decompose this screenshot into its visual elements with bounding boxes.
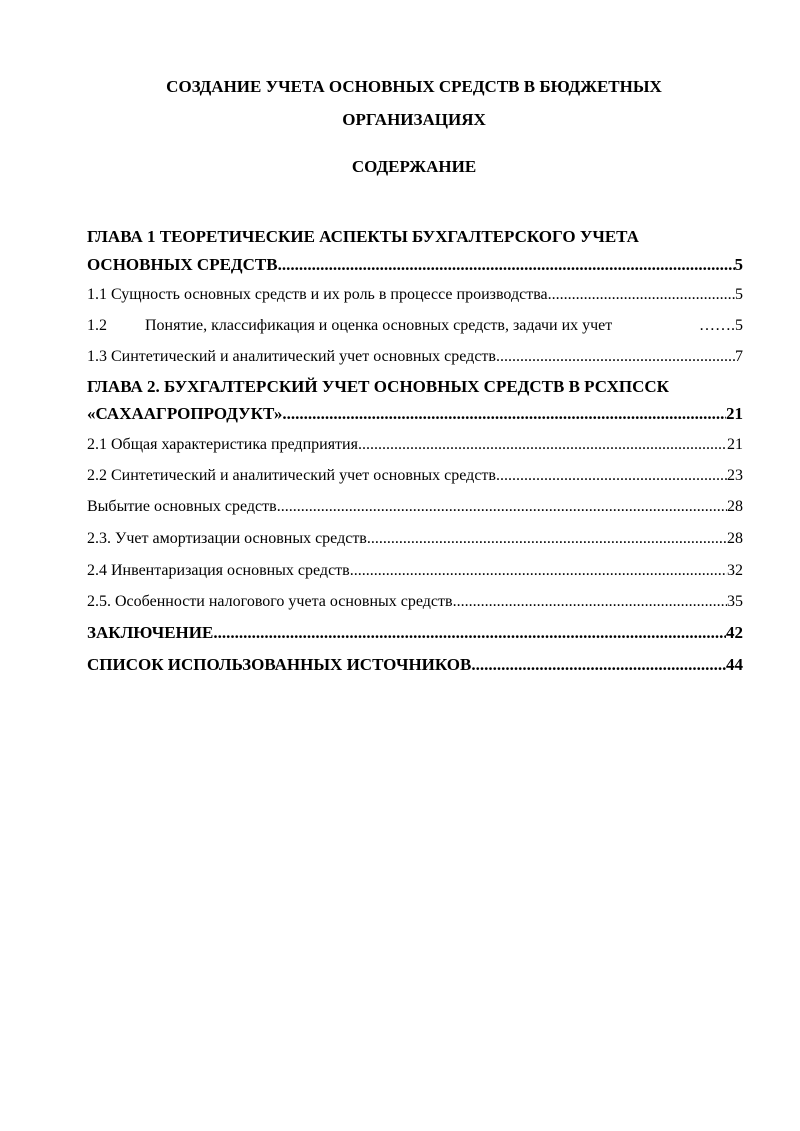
toc-section-2-4[interactable] <box>87 556 743 586</box>
toc-chapter-1[interactable] <box>87 250 743 280</box>
toc-leader: ……. <box>699 317 735 334</box>
toc-conclusion[interactable] <box>87 618 743 648</box>
toc-page-number: 5 <box>735 286 743 303</box>
toc-leader <box>471 650 726 680</box>
toc-section-1-3[interactable] <box>87 342 743 372</box>
toc-section-2-3[interactable] <box>87 524 743 554</box>
toc-leader <box>278 250 735 280</box>
toc-leader <box>282 399 726 429</box>
toc-sources[interactable] <box>87 650 743 680</box>
toc-section-label: Понятие, классификация и оценка основных средств, задачи их учет <box>145 317 613 334</box>
toc-leader <box>367 524 727 554</box>
toc-leader <box>453 587 727 617</box>
toc-page-number: 7 <box>735 348 743 365</box>
toc-chapter-1-label: ОСНОВНЫХ СРЕДСТВ <box>87 255 278 274</box>
toc-section-label: 2.4 Инвентаризация основных средств <box>87 562 350 579</box>
toc-leader <box>496 342 735 372</box>
toc-chapter-1-line-1: ГЛАВА 1 ТЕОРЕТИЧЕСКИЕ АСПЕКТЫ БУХГАЛТЕРСКОГО УЧЕТА <box>87 227 639 246</box>
toc-page-number: 5 <box>735 317 743 334</box>
toc-section-label: 1.3 Синтетический и аналитический учет основных средств <box>87 348 496 365</box>
toc-section-label: Выбытие основных средств <box>87 498 277 515</box>
document-title-line-2: ОРГАНИЗАЦИЯХ <box>342 110 486 129</box>
toc-leader <box>496 461 727 491</box>
toc-section-number: 1.2 <box>87 317 107 334</box>
toc-page-number: 44 <box>726 655 743 674</box>
toc-section-label: СПИСОК ИСПОЛЬЗОВАННЫХ ИСТОЧНИКОВ <box>87 655 472 674</box>
toc-chapter-2-line-1: ГЛАВА 2. БУХГАЛТЕРСКИЙ УЧЕТ ОСНОВНЫХ СРЕДСТВ В РСХПССК <box>87 377 669 396</box>
toc-section-label: 2.5. Особенности налогового учета основных средств <box>87 593 453 610</box>
toc-leader-and-page <box>699 311 743 341</box>
toc-section-label: 1.1 Сущность основных средств и их роль в процессе производства <box>87 286 548 303</box>
toc-leader <box>350 556 727 586</box>
toc-page-number: 42 <box>726 623 743 642</box>
toc-section-2-5[interactable] <box>87 587 743 617</box>
toc-page-number: 21 <box>726 404 743 423</box>
toc-leader <box>277 492 727 522</box>
toc-chapter-2-label: «САХААГРОПРОДУКТ» <box>87 404 283 423</box>
toc-section-2-1[interactable] <box>87 430 743 460</box>
toc-leader <box>548 280 735 310</box>
toc-section-disposal[interactable] <box>87 492 743 522</box>
toc-section-label: 2.2 Синтетический и аналитический учет основных средств <box>87 467 496 484</box>
toc-section-label: 2.1 Общая характеристика предприятия <box>87 436 358 453</box>
document-title <box>100 70 728 136</box>
toc-heading: СОДЕРЖАНИЕ <box>351 157 477 176</box>
toc-section-label: ЗАКЛЮЧЕНИЕ <box>87 623 214 642</box>
toc-page-number: 5 <box>734 255 743 274</box>
toc-leader <box>213 618 726 648</box>
toc-leader <box>358 430 727 460</box>
toc-chapter-2[interactable] <box>87 399 743 429</box>
toc-section-1-1[interactable] <box>87 280 743 310</box>
toc-section-2-2[interactable] <box>87 461 743 491</box>
toc-page-number: 32 <box>727 562 743 579</box>
toc-section-1-2[interactable] <box>87 311 743 341</box>
toc-page-number: 35 <box>727 593 743 610</box>
toc-page-number: 21 <box>727 436 743 453</box>
toc-page-number: 28 <box>727 498 743 515</box>
document-title-line-1: СОЗДАНИЕ УЧЕТА ОСНОВНЫХ СРЕДСТВ В БЮДЖЕТНЫХ <box>166 77 662 96</box>
toc-page-number: 28 <box>727 530 743 547</box>
toc-page-number: 23 <box>727 467 743 484</box>
toc-section-label: 2.3. Учет амортизации основных средств <box>87 530 367 547</box>
